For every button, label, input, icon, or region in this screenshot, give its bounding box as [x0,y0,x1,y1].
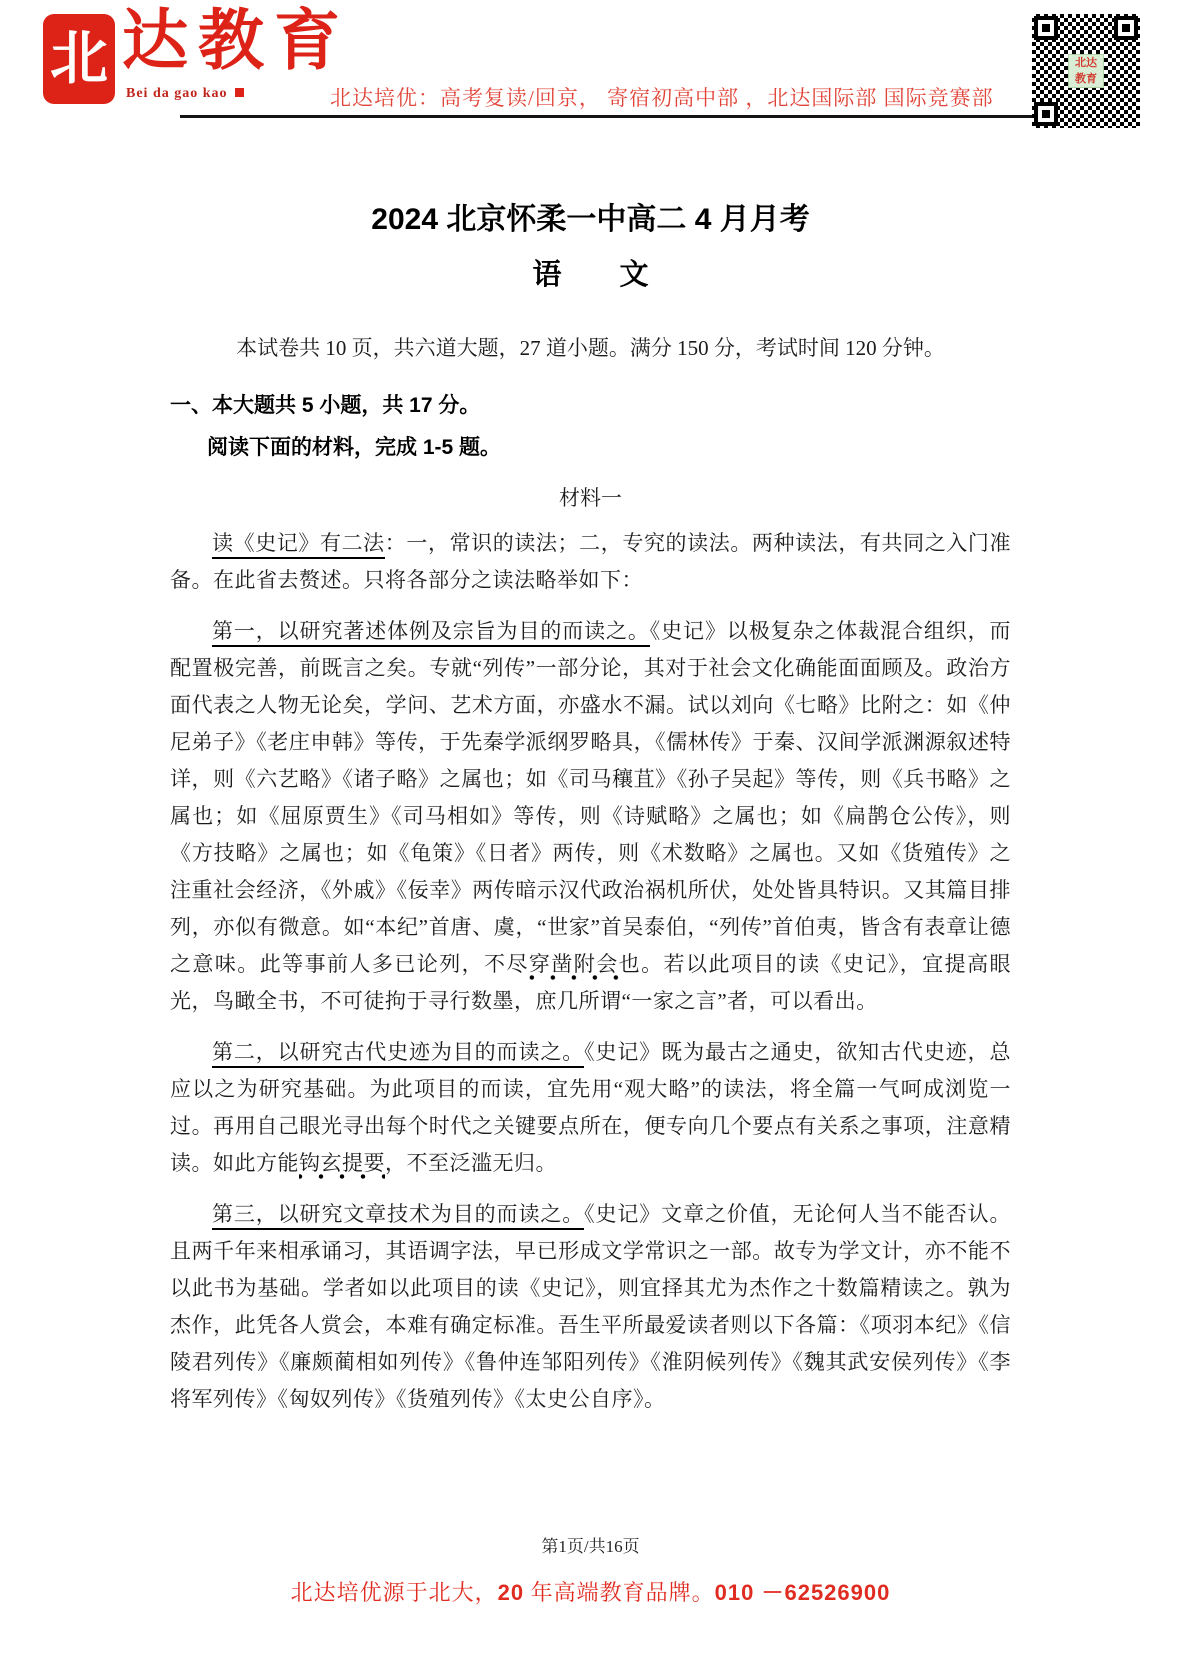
seal-character: 北 [49,26,108,91]
qr-finder-bottom-left [1034,102,1058,126]
page-number: 第1页/共16页 [541,1537,640,1556]
slogan-phone-number: 010 －62526900 [714,1580,891,1605]
paragraph-2-text-b: 也。若以此项目的读《史记》，宜提高眼光，鸟瞰全书，不可徒拘于寻行数墨，庶几所谓“一家之言”者，可以看出。 [170,952,1012,1013]
brand-subtext-label: Bei da gao kao [126,86,228,101]
qr-label-line1: 北达 [1075,57,1097,69]
material-one-title: 材料一 [559,486,622,510]
paragraph-2-text-a: 《史记》以极复杂之体裁混合组织，而配置极完善，前既言之矣。专就“列传”一部分论，其对于社会文化确能面面顾及。政治方面代表之人物无论矣，学问、艺术方面，亦盛水不漏。试以刘向《七略》比附之：如《仲尼弟子》《老庄申韩》等传，于先秦学派纲罗略具，《儒林传》于秦、汉间学派渊源叙述特详，则《六艺略》《诸子略》之属也；如《司马穰苴》《孙子吴起》等传，则《兵书略》之属也；如《屈原贾生》《司马相如》等传，则《诗赋略》之属也；如《扁鹊仓公传》，则《方技略》之属也；如《龟策》《日者》两传，则《术数略》之属也。又如《货殖传》之注重社会经济，《外戚》《佞幸》两传暗示汉代政治祸机所伏，处处皆具特识。又其篇目排列，亦似有微意。如“本纪”首唐、虞，“世家”首吴泰伯，“列传”首伯夷，皆含有表章让德之意味。此等事前人多已论列，不尽 [170,619,1012,976]
reading-instruction: 阅读下面的材料，完成 1-5 题。 [207,436,502,459]
header-tagline: 北达培优：高考复读/回京， 寄宿初高中部 ，北达国际部 国际竞赛部 [330,86,994,110]
exam-subject: 语 文 [532,259,649,291]
emphasized-term-1: 穿凿附会 [529,952,619,981]
passage-paragraph-1 [170,525,1011,599]
passage-paragraph-3 [170,1034,1011,1182]
paragraph-3-text-b: ，不至泛滥无归。 [385,1151,557,1175]
underlined-lead-3: 第二，以研究古代史迹为目的而读之。 [212,1040,584,1068]
brand-seal-logo [45,16,113,102]
red-square-icon [235,88,244,97]
underlined-lead-4: 第三，以研究文章技术为目的而读之。 [212,1202,584,1230]
qr-code [1032,14,1140,128]
qr-finder-top-right [1114,16,1138,40]
header-divider [180,115,1085,118]
qr-center-label [1068,54,1104,88]
emphasized-term-2: 钩玄提要 [299,1151,385,1180]
slogan-year-number: 20 [497,1580,525,1605]
paragraph-3-text-a: 《史记》既为最古之通史，欲知古代史迹，总应以之为研究基础。为此项目的而读，宜先用“观大略”的读法，将全篇一气呵成浏览一过。再用自己眼光寻出每个时代之关键要点所在，便专向几个要点有关系之事项，注意精读。如此方能 [170,1040,1012,1175]
brand-subtext [126,86,244,102]
passage-paragraph-4 [170,1196,1011,1418]
paragraph-1-text: ：一，常识的读法；二，专究的读法。两种读法，有共同之入门准备。在此省去赘述。只将各部分之读法略举如下： [170,531,1012,592]
underlined-lead-2: 第一，以研究著述体例及宗旨为目的而读之。 [212,619,650,647]
passage-paragraph-2 [170,613,1011,1020]
underlined-lead-1: 读《史记》有二法 [212,531,385,559]
section-one-heading: 一、本大题共 5 小题，共 17 分。 [170,394,481,417]
slogan-text-2: 年高端教育品牌。 [524,1580,715,1605]
paragraph-4-text: 《史记》文章之价值，无论何人当不能否认。且两千年来相承诵习，其语调字法，早已形成文学常识之一部。故专为学文计，亦不能不以此书为基础。学者如以此项目的读《史记》，则宜择其尤为杰作之十数篇精读之。孰为杰作，此凭各人赏会，本难有确定标准。吾生平所最爱读者则以下各篇：《项羽本纪》《信陵君列传》《廉颇蔺相如列传》《鲁仲连邹阳列传》《淮阴候列传》《魏其武安侯列传》《李将军列传》《匈奴列传》《货殖列传》《太史公自序》。 [170,1202,1012,1411]
exam-content [170,190,1011,1418]
qr-finder-top-left [1034,16,1058,40]
qr-label-line2: 教育 [1075,73,1097,85]
brand-name-calligraphy: 达教育 [122,5,350,78]
exam-title: 2024 北京怀柔一中高二 4 月月考 [371,203,810,236]
exam-info-line: 本试卷共 10 页，共六道大题，27 道小题。满分 150 分，考试时间 120 分钟。 [236,336,945,360]
slogan-text-1: 北达培优源于北大， [290,1580,498,1605]
footer-slogan [0,1576,1181,1607]
